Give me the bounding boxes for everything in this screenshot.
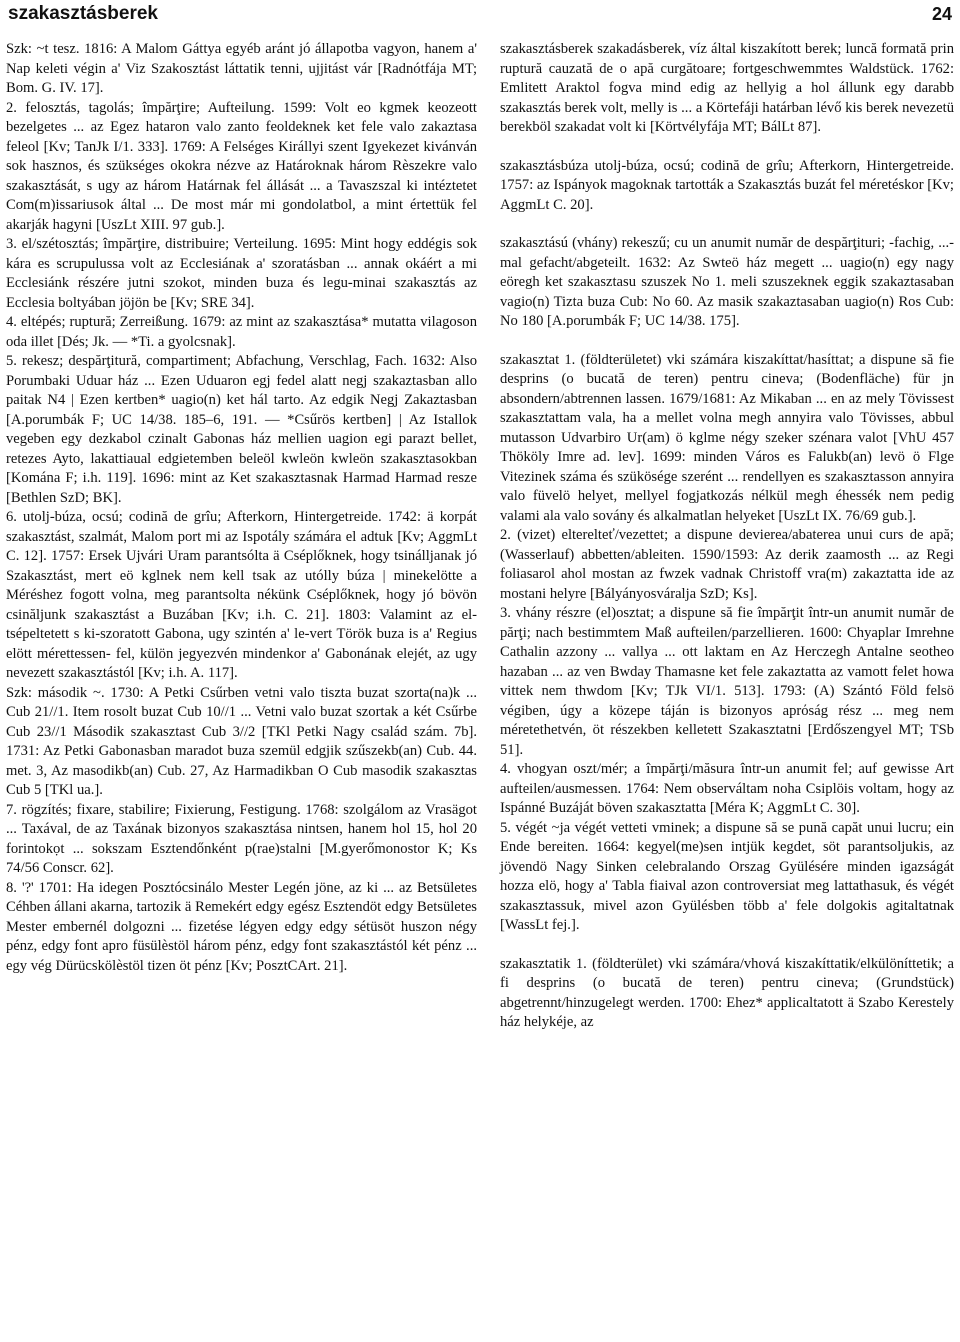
paragraph: 4. vhogyan oszt/mér; a împărţi/măsura într-un anumit fel; auf gewisse Art aufteilen/ausmessen. 1764: Nem observáltam noha Csiplöis voltam, hogy az Ispánné Buzáját böven szakasztatta [Méra K; AggmLt C. 30]. [500, 761, 954, 816]
paragraph: 3. el/szétosztás; împărţire, distribuire; Verteilung. 1695: Mint hogy eddégis sok kára es scrupulussa volt az Ecclesiának a' szoratásban ... annak okáért a mi Ecclesiánk részére jutni szokot, minden buza és legu-minai szakasztás az Ecclesia boltyában jöjön be [Kv; SRE 34]. [6, 236, 477, 311]
page-header [8, 0, 952, 28]
paragraph: 4. eltépés; ruptură; Zerreißung. 1679: az mint az szakasztása* mutatta vilagoson oda illet [Dés; Jk. — *Ti. a gyolcsnak]. [6, 314, 477, 350]
paragraph: 8. '?' 1701: Ha idegen Posztócsinálo Mester Legén jöne, az ki ... az Betsületes Céhben állani akarna, tartozik ä Remekért edgy egész Esztendöt edgy Betsületes Mester embernél dolgozni ... fizetése légyen edgy edgy sétüsöt huszon négy pénz, edgy font apro füsülèstöl három pénz, edgy font szakasztástól két pénz ... egy vég Dürücskölèstöl tizen öt pénz [Kv; PosztCArt. 21]. [6, 879, 477, 974]
dictionary-entry: szakasztat 1. (földterületet) vki számára kiszakíttat/hasíttat; a dispune să fie desprins (o bucată de teren) pentru cineva; (Bodenfläche) für jn absondern/abtrennen lassen. 1679/1681: Az Mikaban ... en az mely Tövissest szakasztattam vala, ha a mellet volna megh annyira valo Tövisses, abbul mutasson Udvarbiro Ur(am) ö kglme négy szeker szénara valot [VhU 457 Thököly Imre ad. lev]. 1699: minden Város es Falukb(an) levö ö Flge Vitezinek száma és szükösége szerént ... rendellyen es szakasztasson annyira valo füvelö helyet, mellyel fogjatkozás nélkül megh éhessék nem pedig valami ala valo sovány és alkalmatlan helyeket [UszLt IX. 76/69 gub.]. [500, 351, 954, 524]
paragraph: 2. felosztás, tagolás; împărţire; Aufteilung. 1599: Volt eo kgmek keozeott bezelgetes ... az Egez hataron valo zanto feoldeknek ket fele valo zakaztasa feleol [Kv; TanJk I/1. 333]. 1769: A Felséges Királlyi szent Igyekezet kivánván sok hasznos, és szükséges okokra nézve az Határoknak három Rèszekre valo szakasztását, s ugy az három Határnak fel állását ... a Tavaszszal ki intéztetet Com(m)issariusok által ... De most már mi gondolatbol, a mint értettük fel akarják hagyni [UszLt XIII. 97 gub.]. [6, 99, 477, 233]
left-column [6, 40, 477, 976]
dictionary-entry: szakasztásberek szakadásberek, víz által kiszakított berek; luncă formată prin ruptură cauzată de o apă curgătoare; fortgeschwemmtes Waldstück. 1762: Emlitett Araktol fogva mind edig az hellyig a hol állunk egy darabb szakasztás berek volt, melly is ... a Körtefáji határban lévő kis berek nevezetü berekböl szakadat volt ki [Körtvélyfája MT; BálLt 87]. [500, 41, 954, 135]
paragraph: 7. rögzítés; fixare, stabilire; Fixierung, Festigung. 1768: szolgálom az Vrasägot ... Taxával, de az Taxának bizonyos szakasztása nintsen, hanem hol 15, hol 20 forintokọt ... sokszam Esztendőnként p(rae)stalni [M.gyerőmonostor K; Ks 74/56 Conscr. 62]. [6, 801, 477, 876]
dictionary-entry: szakasztásbúza utolj-búza, ocsú; codină de grîu; Afterkorn, Hintergetreide. 1757: az Ispányok magoknak tartották a Szakasztás buzát fel méretéskor [Kv; AggmLt C. 20]. [500, 157, 954, 213]
page-number: 24 [931, 3, 952, 24]
paragraph: 2. (vizet) elterelteť/vezettet; a dispune devierea/abaterea unui curs de apă; (Wasserlauf) abbetten/ableiten. 1590/1593: Az derik zaamosth ... az Regi foliasarol ahol mostan az fwzek vadnak Christoff vra(m) zakaztatta ide az mostani helyre [Bályányosváralja SzD; Ks]. [500, 527, 954, 602]
running-headword: szakasztásberek [8, 3, 158, 24]
paragraph: 5. végét ~ja végét vetteti vminek; a dispune să se pună capăt unui lucru; ein Ende bereiten. 1664: kegyel(me)sen intjük kegdet, söt parantsoljukis, az jövendö Nagy Sinken celebralando Orszag Gyülésére minden igazságát hozza elö, hogy a' Tabla fiaival azon controversiat meg lattathasuk, és végét szakasztassuk, mivel azon Gyülésben több a' fele dolgokis agitaltatnak [WassLt fej.]. [500, 819, 954, 933]
paragraph: Szk: ~t tesz. 1816: A Malom Gáttya egyéb aránt jó állapotba vagyon, hanem a' Nap keleti végin a' Viz Szakosztást láttatik tenni, ujjitást vár [Radnótfája MT; Bom. G. IV. 17]. [6, 41, 477, 96]
dictionary-entry: szakasztatik 1. (földterület) vki számára/vhová kiszakíttatik/elkülöníttetik; a fi desprins (o bucată de teren) pentru cineva; (Grundstück) abgetrennt/hinzugelegt werden. 1700: Ehez* applicaltatott ä Szabo Kerestely ház helykéje, az [500, 955, 954, 1030]
paragraph: 5. rekesz; despărţitură, compartiment; Abfachung, Verschlag, Fach. 1632: Also Porumbaki Uduar ház ... Ezen Uduaron egj fedel alatt negj szakaztasban allo paitak N4 | Ezen kertben* uagio(n) ket hál tarto. Az edgik Negj Zakaztasban [A.porumbák F; UC 14/38. 185–6, 191. — *Csűrös kertben] | Az Istallok vegeben egy dezkabol czinalt Gabonas ház mellien uagion egi parazt bellet, retezes Ayto, lakattiaual edgietemben beleöl kwleön kwleön szakasztasokban [Komána F; i.h. 119]. 1696: mint az Ket szakasztasnak Harmad Harmad resze [Bethlen SzD; BK]. [6, 353, 477, 506]
paragraph: 6. utolj-búza, ocsú; codină de grîu; Afterkorn, Hintergetreide. 1742: ä korpát szakasztást, szalmát, Malom port mi az Ispotály számára el adtuk [Kv; AggmLt C. 12]. 1757: Ersek Ujvári Uram parantsólta ä Cséplőknek, hogy tsinálljanak jó Szakasztást, mert eö kglnek nem kell tsak az utólly búza | minekelötte a Méréshez fogott volna, meg parantsolta nékünk Cséplőknek, hogy jó bövön csinăljunk szakasztást a Buzában [Kv; i.h. C. 21]. 1803: Valamint az el-tsépeltetett s ki-szoratott Gabona, ugy szintén a' le-vert Török buza is a' Regius elött mérettessen- fel, külön jegyezvén mindenkor a' Gabonának elejét, az ugy nevezett szakasztástól [Kv; i.h. A. 117]. [6, 509, 477, 681]
dictionary-entry: szakasztású (vhány) rekeszű; cu un anumit număr de despărţituri; -fachig, ...-mal gefacht/abgeteilt. 1632: Az Swteö ház megett ... uagio(n) egy nagy eöregh ket szakasztasu szuszek No 1. meli szuszeknek eggik szakaztasaban vagio(n) Tizta buza Cub: No 60. Az masik szakaztasaban uagio(n) Ros Cub: No 180 [A.porumbák F; UC 14/38. 175]. [500, 235, 954, 329]
paragraph: 3. vhány részre (el)osztat; a dispune să fie împărţit într-un anumit număr de părţi; nach bestimmtem Maß aufteilen/parzellieren. 1600: Chyaplar Imrehne Cathalin azzony ... vallya ... ott laktam en Az Herczegh Antalne seotheo hazaban ... az ven Bwday Thamasne ket fele zakaztatta az vamott felet howa vittek nem thwdom [Kv; TJk VI/1. 513]. 1793: (A) Szántó Föld felsö végiben, úgy a közepe táján is bizonyos aprόság rész ... meg nem méretethetvén, öt részekben kelletett Szakasztatni [Erdőszengyel MT; TSb 51]. [500, 605, 954, 758]
paragraph: Szk: második ~. 1730: A Petki Csűrben vetni valo tiszta buzat szorta(na)k ... Cub 21//1. Item rosolt buzat Cub 10//1 ... Vetni valo buzat szortak a két Csűrbe Cub 23//1 Második szakasztast Cub 3//2 [TKl Petki Nagy család szám. 7b]. 1731: Az Petki Gabonasban maradot buza szemül edgjik szűszekb(an) Cub. 44. met. 3, Az masodikb(an) Cub. 27, Az Harmadikban O Cub masodik szakasztas Cub 5 [TKl ua.]. [6, 684, 477, 798]
right-column [500, 40, 954, 1033]
